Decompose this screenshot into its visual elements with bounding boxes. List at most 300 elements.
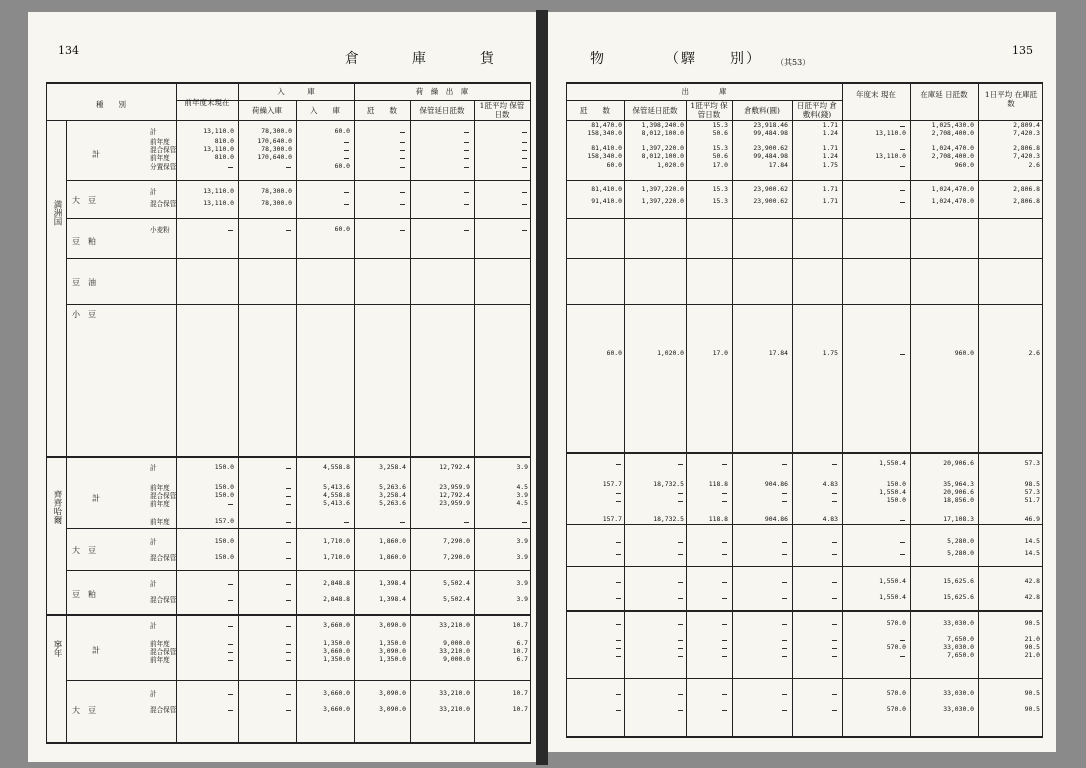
empty-cell-dash [678,648,683,649]
region-label: 満洲国 [52,200,62,226]
empty-cell-dash [286,558,291,559]
empty-cell-dash [286,694,291,695]
empty-cell-dash [464,150,469,151]
empty-cell-dash [522,150,527,151]
empty-cell-dash [228,694,233,695]
empty-cell-dash [722,710,727,711]
empty-cell-dash [616,542,621,543]
row-label: 混合保管 [150,146,177,154]
empty-cell-dash [900,149,905,150]
empty-cell-dash [782,554,787,555]
table-cell: 23,959.9 [439,499,470,507]
empty-cell-dash [522,192,527,193]
row-label: 混合保管 [150,648,177,656]
table-cell: 1.71 [822,121,838,129]
empty-cell-dash [286,652,291,653]
empty-cell-dash [228,652,233,653]
empty-cell-dash [900,202,905,203]
empty-cell-dash [782,648,787,649]
item-label: 計 [92,150,100,159]
table-cell: 50.6 [712,129,728,137]
table-cell: 4,558.8 [323,463,350,471]
table-cell: 2,806.8 [1013,197,1040,205]
empty-cell-dash [782,464,787,465]
table-cell: 3.9 [516,553,528,561]
empty-cell-dash [900,520,905,521]
table-cell: 158,340.0 [587,129,622,137]
empty-cell-dash [616,598,621,599]
table-cell: 60.0 [334,127,350,135]
item-label: 大 豆 [72,546,96,555]
table-cell: 810.0 [214,137,234,145]
table-cell: 9,000.0 [443,655,470,663]
empty-cell-dash [678,710,683,711]
empty-cell-dash [522,132,527,133]
title-char-3: 貨 [480,51,496,67]
table-cell: 33,210.0 [439,689,470,697]
empty-cell-dash [782,493,787,494]
item-label: 大 豆 [72,706,96,715]
table-cell: 158,340.0 [587,152,622,160]
header-bottom-border [46,120,530,121]
empty-cell-dash [286,584,291,585]
header-avg-fee: 日瓩平均 倉敷料(錢) [797,101,837,119]
table-cell: 7,290.0 [443,537,470,545]
empty-cell-dash [782,582,787,583]
table-cell: 4.5 [516,499,528,507]
empty-cell-dash [344,192,349,193]
table-cell: 1,020.0 [657,161,684,169]
table-cell: 18,856.0 [943,496,974,504]
table-cell: 1.71 [822,144,838,152]
empty-cell-dash [900,640,905,641]
row-separator [66,180,530,181]
table-cell: 91,410.0 [591,197,622,205]
empty-cell-dash [900,126,905,127]
header-year-end: 年度末 現在 [856,90,896,99]
table-cell: 3.9 [516,491,528,499]
table-cell: 1,860.0 [379,537,406,545]
table-cell: 2,806.8 [1013,185,1040,193]
table-cell: 18,732.5 [653,480,684,488]
table-cell: 150.0 [214,537,234,545]
table-cell: 150.0 [214,463,234,471]
table-cell: 33,210.0 [439,621,470,629]
table-cell: 150.0 [214,483,234,491]
left-page-number: 134 [58,44,79,57]
table-cell: 5,280.0 [947,549,974,557]
item-label: 豆 粕 [72,590,96,599]
col-line [238,82,239,744]
header-in-storage: 入 庫 [310,106,340,115]
table-cell: 157.0 [214,517,234,525]
table-cell: 4,558.8 [323,491,350,499]
table-cell: 7,650.0 [947,651,974,659]
empty-cell-dash [832,694,837,695]
empty-cell-dash [400,522,405,523]
table-cell: 13,110.0 [203,199,234,207]
col-line [66,120,67,742]
item-label: 豆 粕 [72,237,96,246]
right-page-number: 135 [1012,44,1033,57]
table-cell: 21.0 [1024,651,1040,659]
col-line [732,100,733,736]
empty-cell-dash [464,142,469,143]
header-out-group: 出 庫 [681,87,727,96]
empty-cell-dash [286,600,291,601]
empty-cell-dash [832,493,837,494]
table-cell: 5,263.6 [379,483,406,491]
empty-cell-dash [832,656,837,657]
empty-cell-dash [464,522,469,523]
empty-cell-dash [678,624,683,625]
empty-cell-dash [344,522,349,523]
title-char-2: 庫 [412,51,428,67]
table-cell: 3.9 [516,579,528,587]
row-separator [566,678,1042,679]
table-cell: 5,413.6 [323,499,350,507]
table-cell: 60.0 [334,162,350,170]
table-cell: 1,350.0 [323,655,350,663]
empty-cell-dash [616,493,621,494]
empty-cell-dash [228,710,233,711]
table-cell: 98.5 [1024,480,1040,488]
empty-cell-dash [900,542,905,543]
empty-cell-dash [616,694,621,695]
empty-cell-dash [286,710,291,711]
col-line [354,82,355,744]
empty-cell-dash [832,710,837,711]
header-count: 瓩 数 [580,106,610,115]
header-in-group: 入 庫 [277,87,315,96]
empty-cell-dash [678,464,683,465]
empty-cell-dash [722,624,727,625]
empty-cell-dash [400,132,405,133]
empty-cell-dash [722,656,727,657]
table-cell: 7,650.0 [947,635,974,643]
table-cell: 1,550.4 [879,488,906,496]
empty-cell-dash [228,600,233,601]
empty-cell-dash [400,158,405,159]
table-cell: 570.0 [886,689,906,697]
table-cell: 118.8 [708,515,728,523]
header-avg-days: 1瓩平均 保管日数 [479,101,525,119]
table-cell: 13,110.0 [203,187,234,195]
table-top-border [46,82,530,84]
table-cell: 13,110.0 [203,127,234,135]
col-line [624,100,625,736]
table-cell: 1,397,220.0 [641,197,684,205]
item-label: 計 [92,494,100,503]
table-cell: 8,012,100.0 [641,129,684,137]
table-cell: 14.5 [1024,537,1040,545]
table-cell: 3,090.0 [379,705,406,713]
empty-cell-dash [900,190,905,191]
table-cell: 7,420.3 [1013,152,1040,160]
empty-cell-dash [400,167,405,168]
section-separator [566,452,1042,454]
empty-cell-dash [286,542,291,543]
region-label: 寧年 [52,640,62,657]
table-cell: 170,640.0 [257,137,292,145]
empty-cell-dash [400,204,405,205]
table-cell: 6.7 [516,655,528,663]
empty-cell-dash [522,204,527,205]
empty-cell-dash [782,694,787,695]
empty-cell-dash [616,648,621,649]
table-cell: 60.0 [606,349,622,357]
empty-cell-dash [286,230,291,231]
empty-cell-dash [678,640,683,641]
row-separator [66,304,530,305]
table-cell: 904.86 [764,515,788,523]
table-cell: 9,000.0 [443,639,470,647]
table-cell: 23,918.46 [753,121,788,129]
table-cell: 17.0 [712,349,728,357]
table-cell: 78,300.0 [261,187,292,195]
empty-cell-dash [678,542,683,543]
empty-cell-dash [782,640,787,641]
row-label: 計 [150,622,157,630]
table-cell: 1,397,220.0 [641,185,684,193]
empty-cell-dash [678,554,683,555]
table-cell: 42.8 [1024,593,1040,601]
table-cell: 150.0 [214,553,234,561]
table-cell: 1.24 [822,152,838,160]
table-cell: 17.0 [712,161,728,169]
empty-cell-dash [616,710,621,711]
table-cell: 1,397,220.0 [641,144,684,152]
table-cell: 3,258.4 [379,491,406,499]
empty-cell-dash [616,554,621,555]
empty-cell-dash [678,501,683,502]
table-cell: 15.3 [712,197,728,205]
col-line [176,82,177,744]
header-fee: 倉敷料(圓) [744,106,780,115]
row-label: 計 [150,188,157,196]
header-daily-avg: 1日平均 在庫瓩数 [984,90,1038,108]
empty-cell-dash [832,624,837,625]
table-cell: 1,024,470.0 [931,144,974,152]
empty-cell-dash [522,167,527,168]
empty-cell-dash [722,648,727,649]
empty-cell-dash [832,501,837,502]
empty-cell-dash [464,204,469,205]
header-avg-days: 1瓩平均 保管日数 [690,101,728,119]
table-cell: 3,660.0 [323,647,350,655]
empty-cell-dash [900,554,905,555]
table-cell: 78,300.0 [261,199,292,207]
empty-cell-dash [522,522,527,523]
row-label: 計 [150,128,157,136]
table-cell: 2,809.4 [1013,121,1040,129]
table-cell: 1,350.0 [379,639,406,647]
row-label: 混合保管 [150,492,177,500]
table-cell: 1,350.0 [379,655,406,663]
table-cell: 8,012,100.0 [641,152,684,160]
row-separator [66,528,530,529]
col-line [1042,82,1043,738]
row-separator [66,680,530,681]
row-label: 計 [150,538,157,546]
header-storage-days: 保管延日瓩数 [632,106,678,115]
table-cell: 33,210.0 [439,647,470,655]
table-cell: 14.5 [1024,549,1040,557]
empty-cell-dash [464,158,469,159]
empty-cell-dash [832,640,837,641]
table-cell: 1.24 [822,129,838,137]
empty-cell-dash [832,648,837,649]
table-cell: 960.0 [954,161,974,169]
empty-cell-dash [522,142,527,143]
table-cell: 81,470.0 [591,121,622,129]
empty-cell-dash [400,192,405,193]
empty-cell-dash [286,644,291,645]
table-cell: 51.7 [1024,496,1040,504]
empty-cell-dash [900,354,905,355]
empty-cell-dash [678,656,683,657]
table-cell: 81,410.0 [591,185,622,193]
table-cell: 118.8 [708,480,728,488]
table-cell: 2,848.8 [323,595,350,603]
table-cell: 157.7 [602,515,622,523]
section-separator [566,610,1042,612]
empty-cell-dash [228,584,233,585]
empty-cell-dash [228,504,233,505]
section-separator [46,614,530,616]
table-cell: 3.9 [516,537,528,545]
row-label: 前年度 [150,500,170,508]
empty-cell-dash [616,656,621,657]
table-cell: 42.8 [1024,577,1040,585]
table-cell: 1,350.0 [323,639,350,647]
row-separator [566,524,1042,525]
empty-cell-dash [286,522,291,523]
table-cell: 33,030.0 [943,689,974,697]
empty-cell-dash [286,488,291,489]
table-cell: 5,280.0 [947,537,974,545]
table-cell: 15,625.6 [943,593,974,601]
table-cell: 10.7 [512,689,528,697]
col-line [410,100,411,742]
table-cell: 1,550.4 [879,577,906,585]
empty-cell-dash [464,132,469,133]
item-label: 計 [92,646,100,655]
empty-cell-dash [616,624,621,625]
table-cell: 150.0 [886,480,906,488]
table-cell: 1,710.0 [323,553,350,561]
row-label: 前年度 [150,518,170,526]
table-cell: 3,660.0 [323,621,350,629]
table-cell: 33,030.0 [943,619,974,627]
table-cell: 570.0 [886,705,906,713]
item-label: 大 豆 [72,196,96,205]
empty-cell-dash [722,464,727,465]
empty-cell-dash [286,468,291,469]
table-cell: 1,550.4 [879,593,906,601]
table-cell: 3,090.0 [379,621,406,629]
empty-cell-dash [832,554,837,555]
item-label: 小 豆 [72,310,96,319]
empty-cell-dash [616,464,621,465]
table-cell: 150.0 [214,491,234,499]
table-cell: 57.3 [1024,459,1040,467]
col-line [792,100,793,736]
table-cell: 12,792.4 [439,491,470,499]
empty-cell-dash [782,624,787,625]
header-storage-days: 保管延日瓩数 [419,106,465,115]
row-label: 混合保管 [150,554,177,562]
region-label: 齊齊哈爾 [52,490,62,524]
table-cell: 1,860.0 [379,553,406,561]
row-separator [566,304,1042,305]
table-cell: 90.5 [1024,643,1040,651]
table-cell: 1,025,430.0 [931,121,974,129]
table-cell: 3.9 [516,463,528,471]
table-cell: 20,906.6 [943,459,974,467]
empty-cell-dash [400,142,405,143]
empty-cell-dash [616,640,621,641]
table-cell: 99,484.98 [753,129,788,137]
table-cell: 5,502.4 [443,595,470,603]
empty-cell-dash [228,230,233,231]
table-cell: 3,090.0 [379,689,406,697]
empty-cell-dash [832,464,837,465]
title-char-6: 別） [730,51,762,67]
table-cell: 170,640.0 [257,153,292,161]
row-label: 前年度 [150,640,170,648]
table-cell: 4.5 [516,483,528,491]
empty-cell-dash [782,656,787,657]
table-cell: 46.9 [1024,515,1040,523]
table-cell: 33,030.0 [943,643,974,651]
table-cell: 35,964.3 [943,480,974,488]
col-line [686,100,687,736]
table-cell: 1,710.0 [323,537,350,545]
row-label: 計 [150,464,157,472]
empty-cell-dash [678,582,683,583]
table-cell: 1,024,470.0 [931,185,974,193]
table-cell: 18,732.5 [653,515,684,523]
empty-cell-dash [832,582,837,583]
table-cell: 90.5 [1024,705,1040,713]
table-cell: 90.5 [1024,619,1040,627]
table-cell: 7,290.0 [443,553,470,561]
table-cell: 2,708,400.0 [931,152,974,160]
empty-cell-dash [782,710,787,711]
table-cell: 13,110.0 [203,145,234,153]
table-cell: 3,090.0 [379,647,406,655]
table-cell: 5,502.4 [443,579,470,587]
empty-cell-dash [722,582,727,583]
header-prev-year-stock: 前年度末現在 [184,98,230,107]
empty-cell-dash [344,150,349,151]
table-cell: 570.0 [886,643,906,651]
table-cell: 17.84 [768,161,788,169]
table-cell: 13,110.0 [875,129,906,137]
title-char-4: 物 [590,51,606,67]
empty-cell-dash [832,542,837,543]
table-cell: 17.84 [768,349,788,357]
col-line [46,82,47,744]
empty-cell-dash [344,142,349,143]
table-cell: 23,959.9 [439,483,470,491]
empty-cell-dash [522,158,527,159]
table-cell: 90.5 [1024,689,1040,697]
row-label: 前年度 [150,656,170,664]
table-cell: 15.3 [712,144,728,152]
table-cell: 50.6 [712,152,728,160]
